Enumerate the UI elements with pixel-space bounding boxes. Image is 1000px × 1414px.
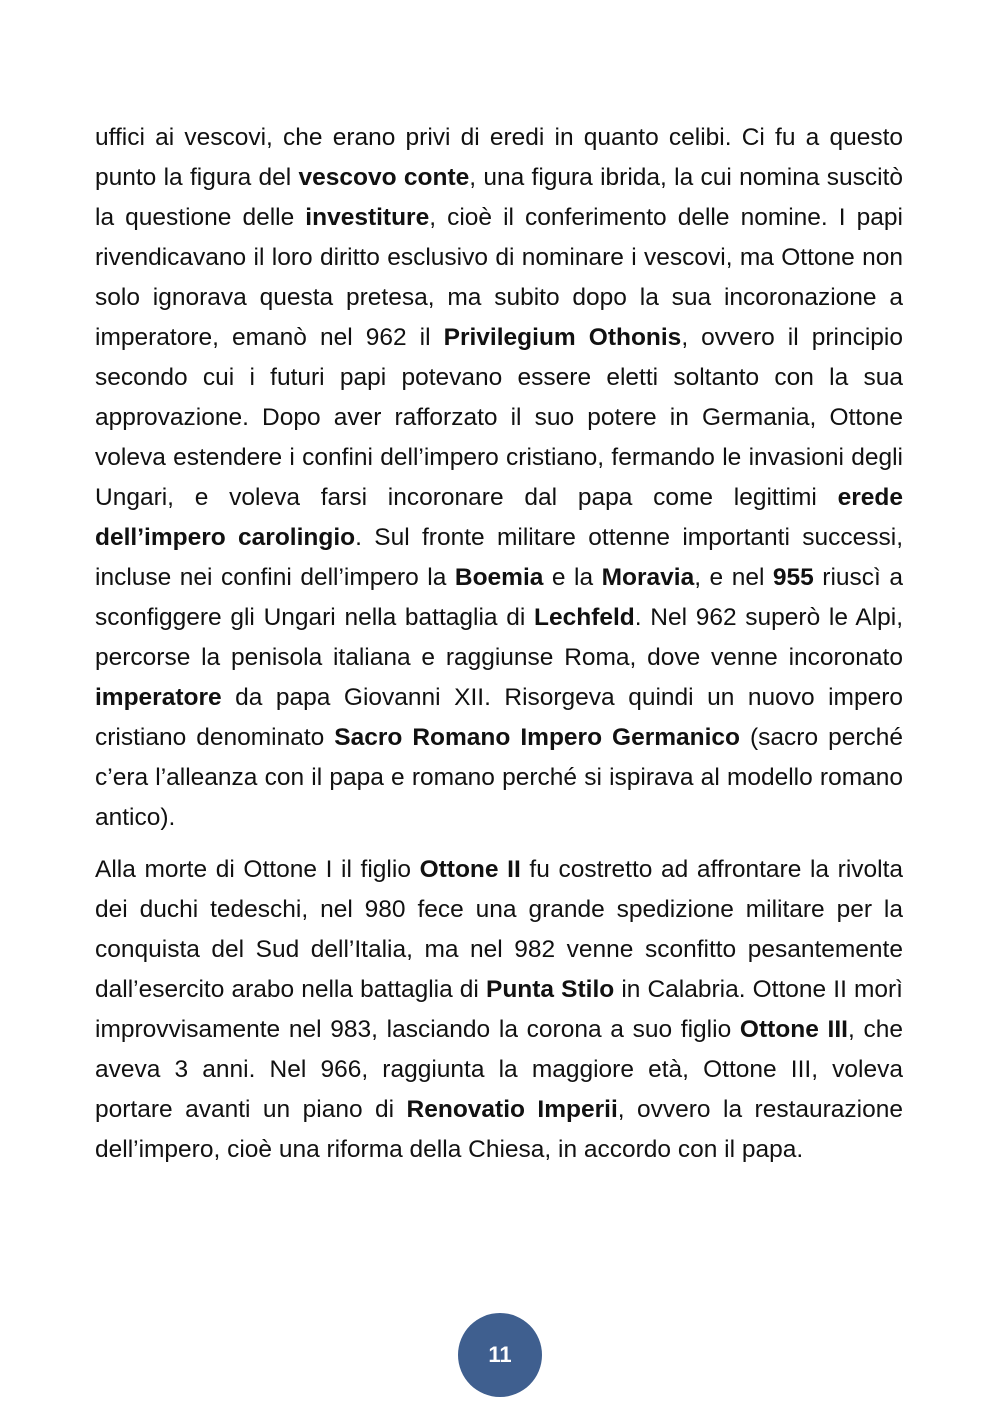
text-run: fu costretto ad affrontare la rivolta dei duchi tedeschi, nel 980 fece una grande spedizione militare per la conquista del Sud dell’Italia, ma nel 982 venne sconfitto pesantemente dall’esercito arabo nella battaglia di [95, 856, 904, 1003]
bold-term: investiture [305, 204, 430, 231]
text-run: , una figura ibrida, la cui nomina suscitò la questione delle [95, 164, 903, 231]
bold-term: erede dell’impero carolingio [95, 484, 903, 551]
bold-term: Punta Stilo [485, 976, 615, 1003]
text-run: uffici ai vescovi, che erano privi di eredi in quanto celibi. Ci fu a questo punto la figura del [95, 124, 903, 191]
bold-term: imperatore [95, 684, 222, 711]
bold-term: Ottone III [739, 1016, 848, 1043]
text-run: Alla morte di Ottone I il figlio [95, 856, 420, 883]
text-run: da papa Giovanni XII. Risorgeva quindi un nuovo impero cristiano denominato [95, 684, 903, 751]
bold-term: Boemia [454, 564, 544, 591]
text-run: . Sul fronte militare ottenne importanti successi, incluse nei confini dell’impero la [95, 524, 903, 591]
text-run: , e nel [694, 564, 773, 591]
paragraph-ottone-ii-iii [95, 850, 903, 1170]
bold-term: vescovo conte [298, 164, 470, 191]
bold-term: Lechfeld [534, 604, 635, 631]
text-run: e la [543, 564, 602, 591]
text-run: , cioè il conferimento delle nomine. I papi rivendicavano il loro diritto esclusivo di nominare i vescovi, ma Ottone non solo ignorava questa pretesa, ma subito dopo la sua incoronazione a imperatore, emanò nel 962 il [95, 204, 903, 351]
bold-term: Privilegium Othonis [443, 324, 682, 351]
text-run: , ovvero la restaurazione dell’impero, cioè una riforma della Chiesa, in accordo con il papa. [95, 1096, 903, 1163]
text-run: , che aveva 3 anni. Nel 966, raggiunta la maggiore età, Ottone III, voleva portare avanti un piano di [95, 1016, 903, 1123]
bold-term: Sacro Romano Impero Germanico [334, 724, 741, 751]
text-run: in Calabria. Ottone II morì improvvisamente nel 983, lasciando la corona a suo figlio [95, 976, 903, 1043]
text-run: , ovvero il principio secondo cui i futuri papi potevano essere eletti soltanto con la sua approvazione. Dopo aver rafforzato il suo potere in Germania, Ottone voleva estendere i confini dell’impero cristiano, fermando le invasioni degli Ungari, e voleva farsi incoronare dal papa come legittimi [95, 324, 903, 511]
text-run: . Nel 962 superò le Alpi, percorse la penisola italiana e raggiunse Roma, dove venne incoronato [95, 604, 903, 671]
text-run: riuscì a sconfiggere gli Ungari nella battaglia di [95, 564, 903, 631]
document-body [95, 118, 903, 1170]
page-number-badge [458, 1313, 542, 1397]
page-number: 11 [488, 1342, 512, 1367]
bold-term: 955 [772, 564, 814, 591]
bold-term: Moravia [601, 564, 695, 591]
text-run: (sacro perché c’era l’alleanza con il papa e romano perché si ispirava al modello romano antico). [95, 724, 903, 831]
bold-term: Renovatio Imperii [406, 1096, 618, 1123]
paragraph-ottone-i [95, 118, 903, 838]
bold-term: Ottone II [419, 856, 521, 883]
